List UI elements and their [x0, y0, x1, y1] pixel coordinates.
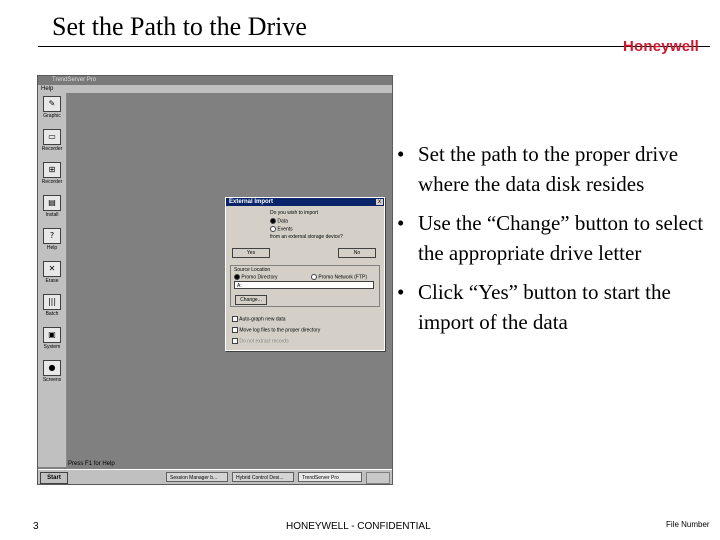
page-number: 3 — [33, 521, 39, 532]
app-menu-bar[interactable]: Help — [38, 85, 392, 93]
auto-graph-checkbox[interactable] — [232, 316, 238, 322]
promo-directory-radio[interactable] — [234, 274, 240, 280]
screens-icon: ● — [43, 360, 61, 376]
tool-system[interactable]: ▣ System — [40, 326, 64, 356]
bullet-item: • Set the path to the proper drive where the data disk resides — [397, 139, 707, 199]
honeywell-logo: Honeywell — [623, 38, 699, 55]
task-trendserver[interactable]: TrendServer Pro — [298, 472, 362, 482]
start-button[interactable]: Start — [40, 472, 68, 484]
dialog-close-button[interactable]: x — [378, 199, 381, 205]
bullet-item: • Click “Yes” button to start the import of the data — [397, 277, 707, 337]
dialog-title-bar: External Import — [226, 198, 384, 206]
tool-screens[interactable]: ● Screens — [40, 359, 64, 389]
option-data[interactable]: Data — [270, 218, 288, 224]
option-events[interactable]: Events — [270, 226, 293, 232]
option-data-radio[interactable] — [270, 218, 276, 224]
tool-erase[interactable]: ✕ Erase — [40, 260, 64, 290]
auto-graph-option[interactable]: Auto-graph new data — [232, 316, 286, 322]
system-tray — [366, 472, 390, 484]
path-input[interactable]: A: — [234, 281, 374, 289]
source-promo-network[interactable]: Promo Network (FTP) — [311, 274, 367, 280]
install-icon: ▤ — [43, 195, 61, 211]
app-title-bar: TrendServer Pro — [38, 76, 392, 85]
source-promo-directory[interactable]: Promo Directory — [234, 274, 278, 280]
promo-network-radio[interactable] — [311, 274, 317, 280]
move-log-checkbox[interactable] — [232, 327, 238, 333]
file-number: File Number — [666, 520, 710, 529]
tool-install[interactable]: ▤ Install — [40, 194, 64, 224]
task-hybrid-control[interactable]: Hybrid Control Desi... — [232, 472, 294, 482]
graphic-icon: ✎ — [43, 96, 61, 112]
bullet-item: • Use the “Change” button to select the appropriate drive letter — [397, 208, 707, 268]
source-location-label: Source Location — [234, 267, 271, 273]
dialog-question-2: from an external storage device? — [270, 234, 343, 240]
dialog-question: Do you wish to import — [270, 210, 319, 216]
extract-records-option[interactable]: Do not extract records — [232, 338, 289, 344]
tool-graphic[interactable]: ✎ Graphic — [40, 95, 64, 125]
erase-icon: ✕ — [43, 261, 61, 277]
option-events-radio[interactable] — [270, 226, 276, 232]
confidential-footer: HONEYWELL - CONFIDENTIAL — [286, 521, 431, 532]
app-toolbar — [38, 93, 67, 467]
status-bar-text: Press F1 for Help — [68, 461, 115, 467]
taskbar — [38, 469, 392, 485]
tool-recorder-network[interactable]: ⊞ Recorder — [40, 161, 64, 191]
tool-recorder[interactable]: ▭ Recorder — [40, 128, 64, 158]
bullet-dot: • — [397, 280, 405, 304]
screenshot — [37, 75, 393, 485]
recorder-network-icon: ⊞ — [43, 162, 61, 178]
bullet-list — [397, 139, 707, 346]
help-icon: ? — [43, 228, 61, 244]
task-session-manager[interactable]: Session Manager b... — [166, 472, 228, 482]
tool-help[interactable]: ? Help — [40, 227, 64, 257]
change-button[interactable]: Change... — [235, 295, 267, 305]
bullet-dot: • — [397, 142, 405, 166]
no-button[interactable]: No — [338, 248, 376, 258]
batch-icon: ||| — [43, 294, 61, 310]
system-icon: ▣ — [43, 327, 61, 343]
slide-title: Set the Path to the Drive — [52, 12, 307, 41]
move-log-option[interactable]: Move log files to the proper directory — [232, 327, 320, 333]
bullet-dot: • — [397, 211, 405, 235]
yes-button[interactable]: Yes — [232, 248, 270, 258]
extract-records-checkbox[interactable] — [232, 338, 238, 344]
title-rule — [38, 46, 710, 47]
tool-batch[interactable]: ||| Batch — [40, 293, 64, 323]
external-import-dialog — [225, 197, 385, 351]
recorder-icon: ▭ — [43, 129, 61, 145]
